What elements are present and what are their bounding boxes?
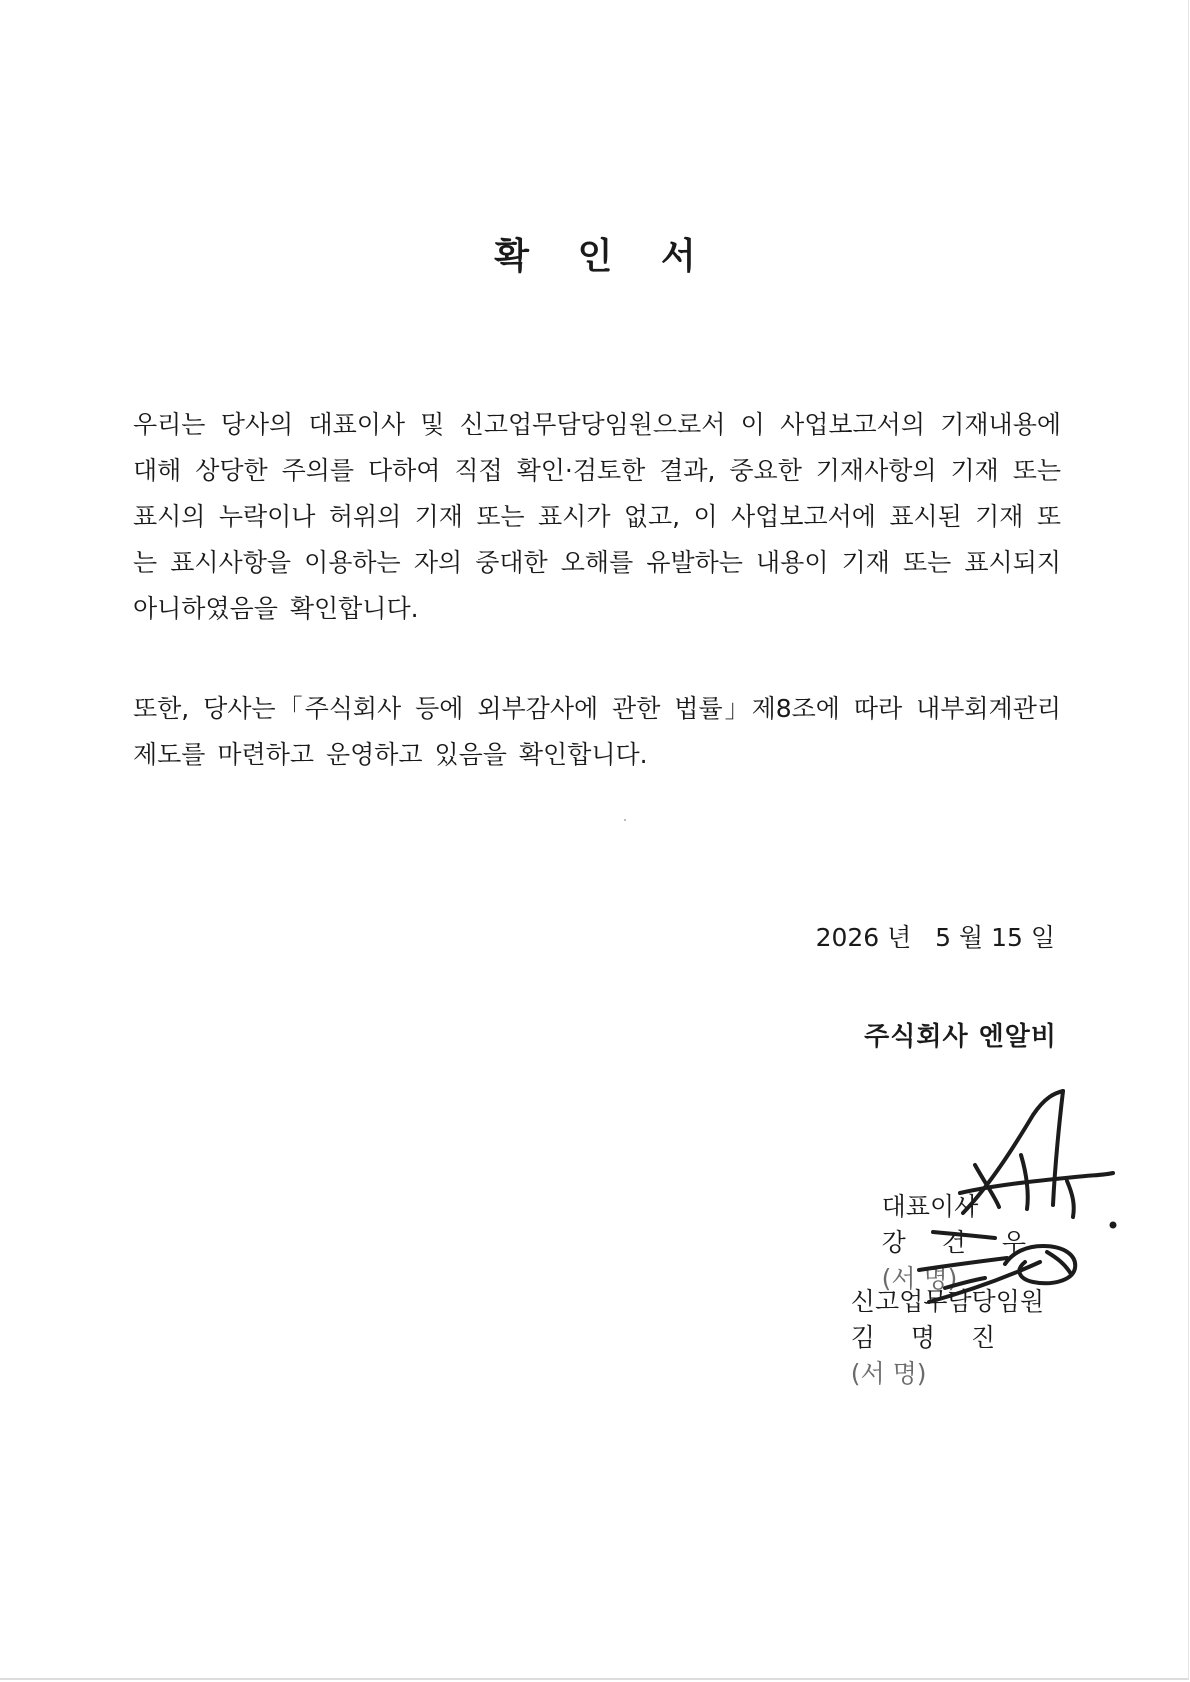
officer-name: 김 명 진 <box>850 1323 1010 1352</box>
confirmation-paragraph: 우리는 당사의 대표이사 및 신고업무담당임원으로서 이 사업보고서의 기재내용에 대해 상당한 주의를 다하여 직접 확인·검토한 결과, 중요한 기재사항의 기재 또는 표시의 누락이나 허위의 기재 또는 표시가 없고, 이 사업보고서에 표시된 기재 또는 표시사항을 이용하는 자의 중대한 오해를 유발하는 내용이 기재 또는 표시되지 아니하였음을 확인합니다. <box>133 410 1061 623</box>
ceo-name: 강 건 우 <box>881 1228 1040 1257</box>
company-name: 주식회사 엔알비 <box>864 1022 1057 1052</box>
officer-signature-mark: (서 명) <box>850 1359 927 1388</box>
ceo-signature-mark: (서 명) <box>881 1264 958 1293</box>
scan-speck <box>624 819 626 821</box>
document-title: 확 인 서 <box>494 236 714 277</box>
officer-signature-line <box>835 1253 1070 1390</box>
officer-role: 신고업무담당임원 <box>850 1287 1044 1316</box>
document-date: 2026 년 5 월 15 일 <box>815 923 1055 952</box>
ceo-role: 대표이사 <box>881 1192 979 1221</box>
internal-control-paragraph: 또한, 당사는「주식회사 등에 외부감사에 관한 법률」제8조에 따라 내부회계관리제도를 마련하고 운영하고 있음을 확인합니다. <box>133 694 1061 769</box>
